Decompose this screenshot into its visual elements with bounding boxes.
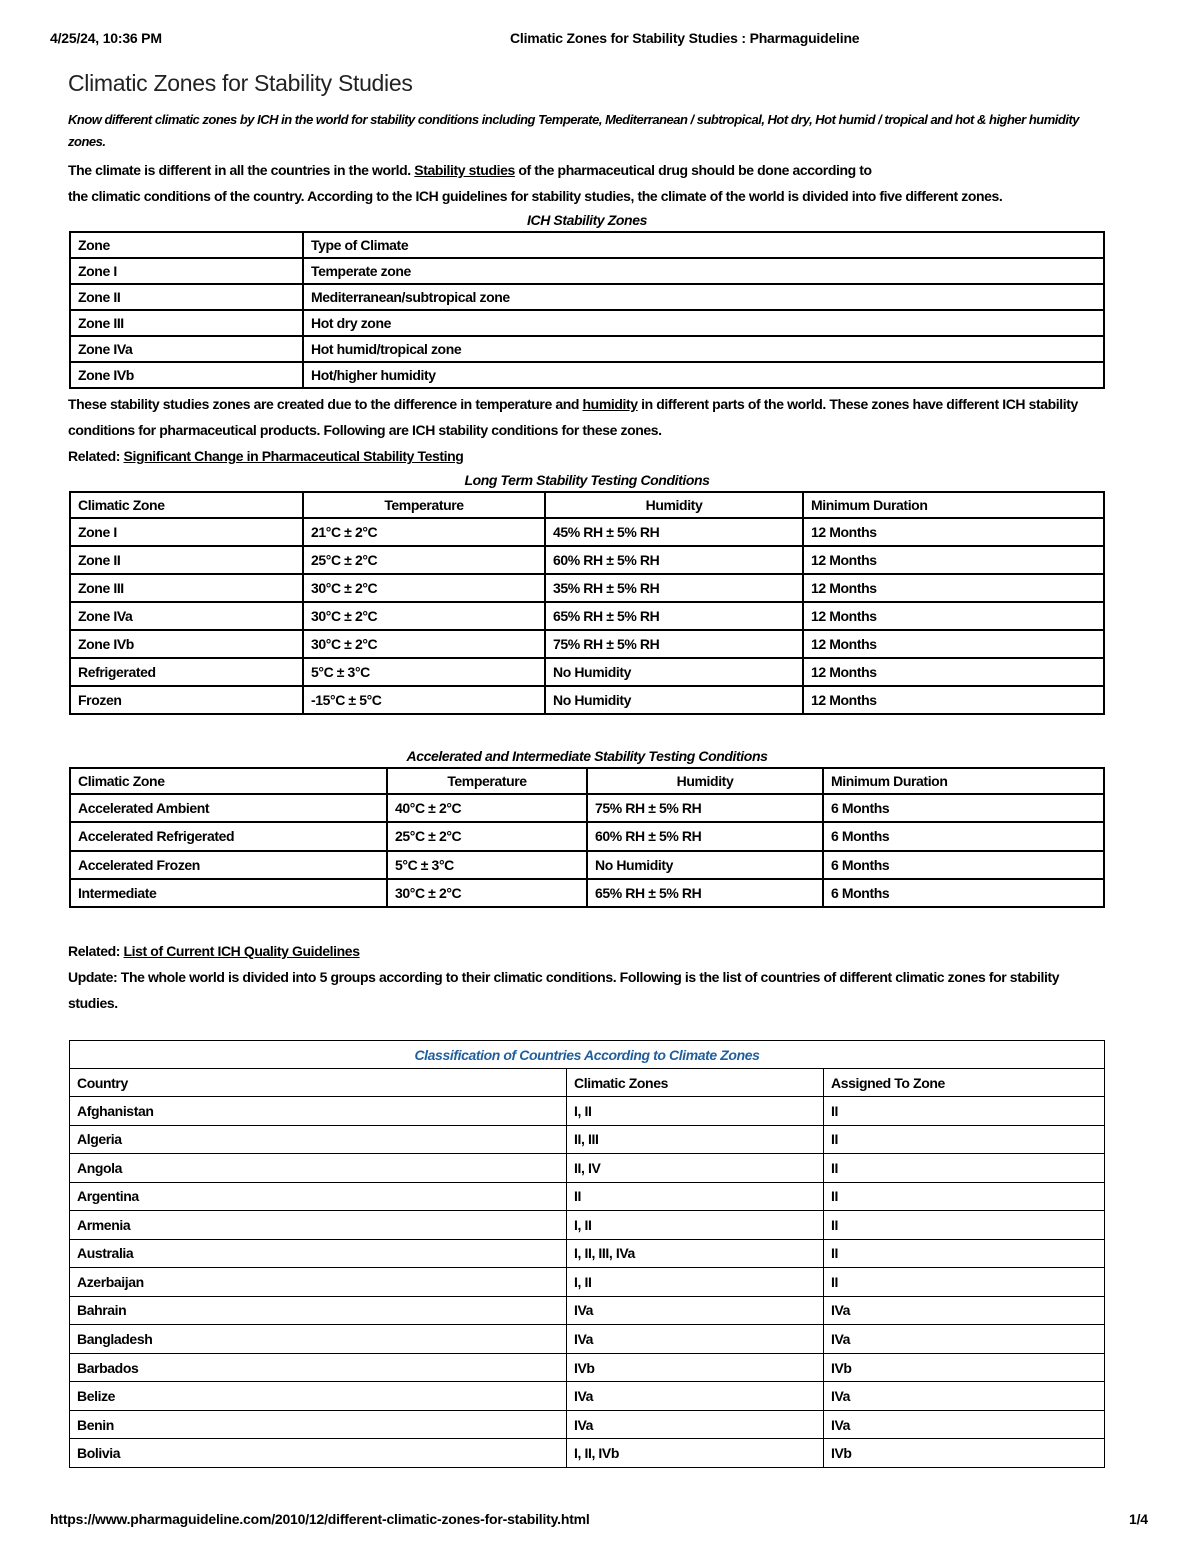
table-cell: 12 Months [803, 602, 1104, 630]
table-cell: 12 Months [803, 630, 1104, 658]
table-cell: Accelerated Frozen [70, 851, 387, 879]
table-cell: Temperate zone [303, 258, 1104, 284]
table-header-row [70, 768, 1104, 794]
table-cell: 75% RH ± 5% RH [587, 794, 823, 822]
table-cell: Zone I [70, 518, 303, 546]
table-cell: 12 Months [803, 546, 1104, 574]
table-cell: Zone IVb [70, 630, 303, 658]
table-cell: 65% RH ± 5% RH [587, 879, 823, 907]
table-row [70, 1382, 1105, 1411]
significant-change-link[interactable]: Significant Change in Pharmaceutical Stability Testing [123, 448, 464, 464]
table-cell: 30°C ± 2°C [303, 630, 545, 658]
table-header-row [70, 1069, 1105, 1097]
table-header-row [70, 232, 1104, 258]
table-row [70, 1410, 1105, 1439]
table-cell: Belize [70, 1382, 567, 1411]
table-cell: 6 Months [823, 879, 1104, 907]
table-row [70, 1268, 1105, 1297]
table-cell: Argentina [70, 1182, 567, 1211]
paragraph-climate: The climate is different in all the countries in the world. Stability studies of the pharmaceutical drug should be done according to [68, 162, 872, 178]
table-cell: 30°C ± 2°C [303, 574, 545, 602]
table-row [70, 1182, 1105, 1211]
related-significant-change: Related: Significant Change in Pharmaceutical Stability Testing [68, 448, 464, 464]
table-cell: 60% RH ± 5% RH [545, 546, 803, 574]
table-row [70, 284, 1104, 310]
table-cell: 30°C ± 2°C [387, 879, 587, 907]
table-cell: Bahrain [70, 1296, 567, 1325]
print-datetime: 4/25/24, 10:36 PM [50, 30, 162, 46]
table-cell: 6 Months [823, 794, 1104, 822]
table-cell: 35% RH ± 5% RH [545, 574, 803, 602]
table-cell: Hot dry zone [303, 310, 1104, 336]
table-cell: 25°C ± 2°C [387, 822, 587, 850]
table-cell: Accelerated Ambient [70, 794, 387, 822]
column-header: Humidity [587, 768, 823, 794]
table-cell: -15°C ± 5°C [303, 686, 545, 714]
table-row [70, 362, 1104, 388]
table-row [70, 310, 1104, 336]
table-cell: Algeria [70, 1125, 567, 1154]
table-cell: I, II, III, IVa [567, 1239, 824, 1268]
table-cell: Azerbaijan [70, 1268, 567, 1297]
table-row [70, 336, 1104, 362]
table-cell: 12 Months [803, 574, 1104, 602]
table-cell: II [824, 1268, 1105, 1297]
table-cell: 5°C ± 3°C [387, 851, 587, 879]
table-cell: Bolivia [70, 1439, 567, 1468]
table-cell: Hot humid/tropical zone [303, 336, 1104, 362]
print-url: https://www.pharmaguideline.com/2010/12/different-climatic-zones-for-stability.html [50, 1511, 590, 1527]
article-title: Climatic Zones for Stability Studies [68, 70, 413, 96]
table-cell: 21°C ± 2°C [303, 518, 545, 546]
table-cell: Hot/higher humidity [303, 362, 1104, 388]
table-row [70, 574, 1104, 602]
table-cell: IVa [567, 1296, 824, 1325]
column-header: Humidity [545, 492, 803, 518]
update-paragraph: Update: The whole world is divided into 5 groups according to their climatic conditions. Following is the list of countries of different climatic zones for stability studies. [68, 969, 1060, 1011]
column-header: Climatic Zone [70, 768, 387, 794]
table-row [70, 1239, 1105, 1268]
table-cell: II, III [567, 1125, 824, 1154]
column-header: Minimum Duration [803, 492, 1104, 518]
table-cell: IVa [824, 1410, 1105, 1439]
table-cell: 6 Months [823, 851, 1104, 879]
table-cell: I, II [567, 1268, 824, 1297]
table-header-row [70, 492, 1104, 518]
table-cell: Afghanistan [70, 1097, 567, 1126]
table-cell: I, II [567, 1211, 824, 1240]
table-cell: Intermediate [70, 879, 387, 907]
table-cell: II [824, 1182, 1105, 1211]
table-cell: 45% RH ± 5% RH [545, 518, 803, 546]
table-cell: Angola [70, 1154, 567, 1183]
table-cell: No Humidity [545, 686, 803, 714]
table-cell: I, II, IVb [567, 1439, 824, 1468]
page-number: 1/4 [1129, 1511, 1148, 1527]
table-cell: IVb [824, 1353, 1105, 1382]
print-page-title: Climatic Zones for Stability Studies : Pharmaguideline [510, 30, 860, 46]
table-cell: No Humidity [587, 851, 823, 879]
table-cell: 6 Months [823, 822, 1104, 850]
table-cell: II, IV [567, 1154, 824, 1183]
table-cell: 65% RH ± 5% RH [545, 602, 803, 630]
table-cell: 30°C ± 2°C [303, 602, 545, 630]
table-row [70, 1097, 1105, 1126]
countries-table-title: Classification of Countries According to Climate Zones [70, 1041, 1105, 1069]
column-header: Type of Climate [303, 232, 1104, 258]
column-header: Country [70, 1069, 567, 1097]
table-cell: II [824, 1211, 1105, 1240]
zones-table-caption: ICH Stability Zones [527, 212, 647, 228]
paragraph-climate-cont: the climatic conditions of the country. According to the ICH guidelines for stability studies, the climate of the world is divided into five different zones. [68, 188, 1003, 204]
table-cell: Zone II [70, 546, 303, 574]
table-row [70, 851, 1104, 879]
stability-studies-link[interactable]: Stability studies [414, 162, 515, 178]
table-cell: 12 Months [803, 686, 1104, 714]
table-cell: 12 Months [803, 518, 1104, 546]
table-row [70, 1439, 1105, 1468]
table-row [70, 1211, 1105, 1240]
table-cell: II [567, 1182, 824, 1211]
table-cell: II [824, 1125, 1105, 1154]
table-cell: IVa [567, 1410, 824, 1439]
article [68, 70, 1106, 1468]
table-cell: Zone III [70, 310, 303, 336]
table-cell: Armenia [70, 1211, 567, 1240]
table-cell: Barbados [70, 1353, 567, 1382]
table-cell: IVa [824, 1325, 1105, 1354]
table-cell: Frozen [70, 686, 303, 714]
column-header: Minimum Duration [823, 768, 1104, 794]
column-header: Temperature [303, 492, 545, 518]
column-header: Temperature [387, 768, 587, 794]
table-row [70, 822, 1104, 850]
accel-table-caption: Accelerated and Intermediate Stability Testing Conditions [406, 748, 768, 764]
paragraph-zones-difference: These stability studies zones are created due to the difference in temperature and humidity in different parts of the world. These zones have different ICH stability conditions for pharmaceutical products. Following are ICH stability conditions for these zones. [68, 396, 1078, 438]
table-cell: 75% RH ± 5% RH [545, 630, 803, 658]
column-header: Assigned To Zone [824, 1069, 1105, 1097]
ich-guidelines-link[interactable]: List of Current ICH Quality Guidelines [123, 943, 360, 959]
table-cell: IVa [824, 1382, 1105, 1411]
table-row [70, 686, 1104, 714]
table-cell: IVb [567, 1353, 824, 1382]
table-cell: 40°C ± 2°C [387, 794, 587, 822]
table-cell: 60% RH ± 5% RH [587, 822, 823, 850]
related-ich-guidelines: Related: List of Current ICH Quality Guidelines [68, 943, 360, 959]
table-cell: Zone IVa [70, 602, 303, 630]
table-row [70, 518, 1104, 546]
accelerated-conditions-table [69, 767, 1105, 908]
table-cell: I, II [567, 1097, 824, 1126]
countries-climate-table [69, 1040, 1105, 1468]
ich-zones-table [69, 231, 1105, 389]
table-cell: Bangladesh [70, 1325, 567, 1354]
table-cell: Australia [70, 1239, 567, 1268]
table-cell: Benin [70, 1410, 567, 1439]
update-label: Update: [68, 969, 118, 985]
table-cell: 5°C ± 3°C [303, 658, 545, 686]
longterm-table-caption: Long Term Stability Testing Conditions [464, 472, 710, 488]
table-cell: II [824, 1097, 1105, 1126]
table-row [70, 258, 1104, 284]
table-cell: Zone IVb [70, 362, 303, 388]
table-row [70, 1325, 1105, 1354]
column-header: Climatic Zones [567, 1069, 824, 1097]
table-row [70, 1125, 1105, 1154]
table-cell: IVb [824, 1439, 1105, 1468]
table-row [70, 1353, 1105, 1382]
table-cell: 12 Months [803, 658, 1104, 686]
table-row [70, 630, 1104, 658]
table-cell: IVa [824, 1296, 1105, 1325]
table-cell: 25°C ± 2°C [303, 546, 545, 574]
table-cell: II [824, 1154, 1105, 1183]
table-cell: Zone I [70, 258, 303, 284]
table-cell: No Humidity [545, 658, 803, 686]
table-cell: Refrigerated [70, 658, 303, 686]
table-cell: IVa [567, 1382, 824, 1411]
table-row [70, 602, 1104, 630]
table-cell: Zone III [70, 574, 303, 602]
table-cell: Zone IVa [70, 336, 303, 362]
table-row [70, 879, 1104, 907]
table-row [70, 1296, 1105, 1325]
column-header: Climatic Zone [70, 492, 303, 518]
longterm-conditions-table [69, 491, 1105, 715]
article-intro: Know different climatic zones by ICH in the world for stability conditions including Temperate, Mediterranean / subtropical, Hot dry, Hot humid / tropical and hot & higher humidity zones. [68, 112, 1080, 149]
table-cell: Mediterranean/subtropical zone [303, 284, 1104, 310]
column-header: Zone [70, 232, 303, 258]
table-row [70, 658, 1104, 686]
table-row [70, 794, 1104, 822]
table-cell: Accelerated Refrigerated [70, 822, 387, 850]
table-cell: IVa [567, 1325, 824, 1354]
table-cell: II [824, 1239, 1105, 1268]
table-row [70, 546, 1104, 574]
humidity-link[interactable]: humidity [582, 396, 638, 412]
table-cell: Zone II [70, 284, 303, 310]
table-row [70, 1154, 1105, 1183]
